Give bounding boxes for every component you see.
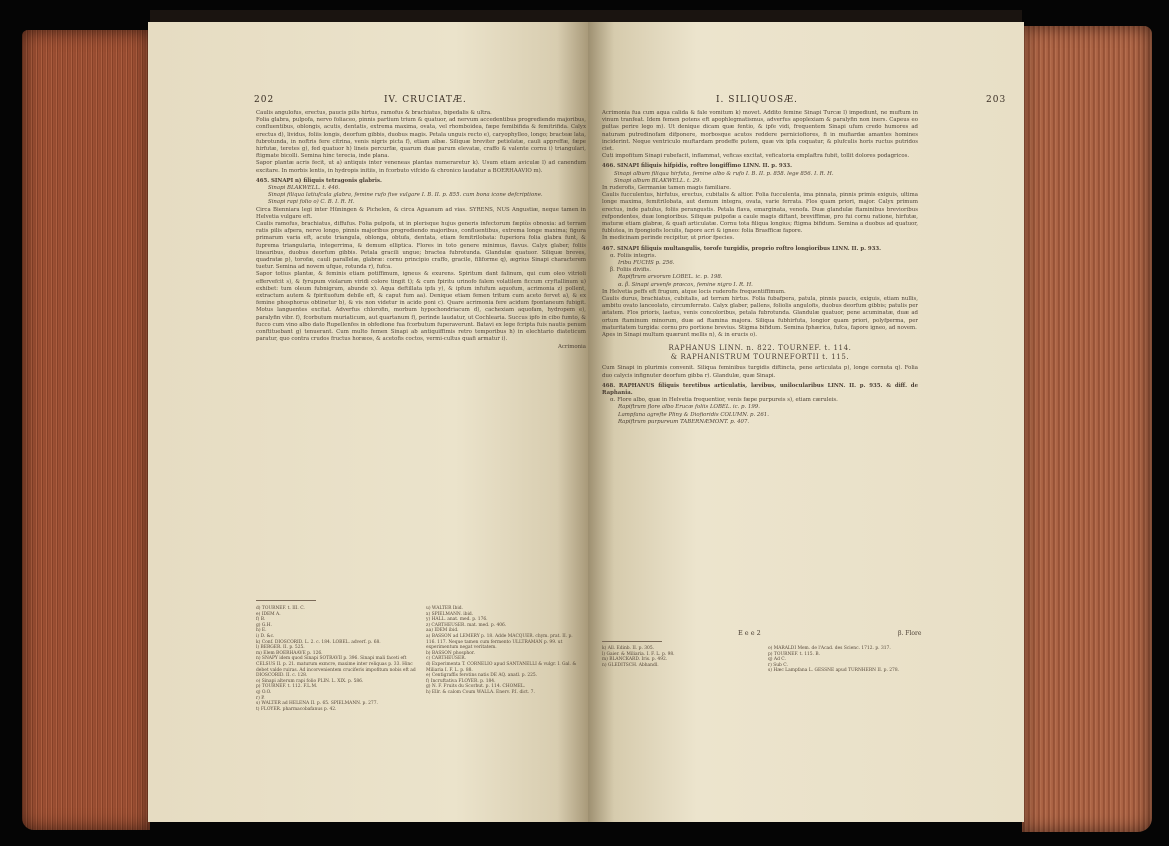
footnote: e) IDEM A.	[256, 611, 281, 617]
footnote: d) TOURNEF. t. III. C.	[256, 606, 305, 611]
right-page	[588, 22, 1024, 822]
catchword: β. Flore	[898, 630, 922, 637]
footnote: q) Ad C.	[768, 657, 786, 663]
paragraph: Cum Sinapi in plurimis convenit. Siliqua feminibus turgidis diftincta, pene articulata p), longe cornuta q). Folia duo calycis infignuter deorfum gibba r). Glandulæ, quæ Sinapi.	[602, 365, 918, 379]
footnotes-right-col2	[768, 646, 920, 674]
paragraph: Caulis fucculentus, hirfutus, erectus, cubitalis & altior. Folia fucculenta, ima pinnata, pinnis primis exiguis, ultima longe maxima, femitrilobata, aut demum integra, ovata, varie ferrata. Flos quam priori, major. Calyx primum erectus, inde patulus, foliis perangustis. Petala flava, emarginata, venofa. Duæ glandulæ ftaminibus brevioribus refpondentes, duæ longioribus. Siliquæ pulpofæ a caule magis diftant, breviffimæ, pro fui cornu ratione, hirfutæ, maturæ etiam glabræ, & quafi articulatæ. Cornu tota filiqua longius; ftigma bifidum. Semina a duobus ad quatuor, fublutea, in fpongiofis loculis, fapore acri & igneo: folia Brasfficæ fapore.	[602, 192, 918, 235]
footnote: c) CARTHEUSER.	[426, 656, 466, 662]
footnote: aa) IDEM ibid.	[426, 628, 459, 634]
footnote-rule	[256, 600, 316, 601]
synonym: Rapiftrum flore albo Erucæ foliis LOBEL. ic. p. 199.	[618, 404, 760, 411]
paragraph: In medicinam perinde recipitur, ut prior fpecies.	[602, 235, 735, 242]
footnotes-left-col1	[256, 606, 416, 712]
paragraph: Caulis ramofus, brachiatus, diffufus. Folia pulpofa, ut in plerisque hujus generis infectorum fæpiùs obnoxia: ad terram ratis pilis afpera, nervo longo, pinnis majoribus progrediendo majoribus, confluentibus, extrema longe maxima; figura primarum varia eft, acute triangula, oblonga, obtufa, dentata, etiam femitrilobata: fuperiora folia glabra funt, & fuprema triangularia, integerrima, & demum elliptica. Flores in toto genere minimus, flavus. Calyx glaber, foliis linearibus, duobus deorfum gibbis. Petala gracili ungue; bractea fubrotunda. Glandulæ quatuor. Siliquæ breves, quadratæ p), torofæ, cauli parallelæ, glabræ: cornu principio craffo, gracile, filiforme q), ægrius Sinapi characterem tuetur. Semina ad novem ufque, rotunda r), fufca.	[256, 221, 586, 271]
footnote: x) SPIELMANN. ibid.	[426, 611, 474, 617]
running-head-right: I. SILIQUOSÆ.	[716, 95, 798, 105]
synonym: Iribu FUCHS p. 256.	[618, 260, 675, 267]
signature: E e e 2	[738, 629, 761, 637]
footnote: p) TOURNEF. t. 115. B.	[768, 651, 821, 657]
footnote: r) Sub C.	[768, 662, 788, 668]
footnote: m) Elem BOERHAAVE p. 126.	[256, 650, 323, 656]
footnote: t) FLOYER. pharmacobafanus p. 42.	[256, 706, 337, 712]
synonym: Rapiftrum arvorum LOBEL. ic. p. 198.	[618, 274, 723, 281]
paragraph: In ruderofis, Germaniæ tamen magis familiare.	[602, 185, 732, 192]
footnote: g) G.H.	[256, 622, 272, 628]
footnote: o) MARALDI Mem. de l'Acad. des Scienc. 1712. p. 317.	[768, 646, 891, 651]
right-body	[602, 110, 918, 426]
footnote: y) HALL. anat. med. p. 176.	[426, 617, 488, 623]
footnote: k) All. Edinb. II. p. 305.	[602, 646, 655, 651]
footnote: s) WALTER ad HELENA II. p. 65. SPIELMANN. p. 277.	[256, 701, 378, 707]
synonym: Sinapi filiqua latiufcula glabra, femine rufo five vulgare I. B. II. p. 855. cum bona icone defcriptione.	[268, 192, 543, 199]
entry-heading: 467. SINAPI filiquis multangulis, torofe turgidis, proprio roftro longioribus LINN. II. p. 933.	[602, 245, 881, 252]
footnote: n) SNAPY idem quod Sinapi SOTRAVII p. 396. Sinapi mali faceti eft CELSUS II. p. 21. maturum exmcre, maxime inter reliquas p. 33. Hinc debet valde ruiras. Ad incorvenientem cruciferis impofitum nobis eft ad DIOSCORID. II. c. 128.	[256, 656, 416, 679]
footnote-rule	[602, 641, 662, 642]
footnote: h) Ellr. & calom Coum WALLA. Enerv. P.I. dict. 7.	[426, 689, 535, 695]
footnote: l) BERGER. II. p. 525.	[256, 645, 305, 651]
footnote: h) E.	[256, 628, 267, 634]
entry-heading: 468. RAPHANUS filiquis teretibus articulatis, lævibus, unilocularibus LINN. II. p. 935. & diff. de Raphania.	[602, 382, 918, 396]
variety: β. Foliis divifis.	[610, 267, 651, 274]
synonym: α. β. Sinapi arvenfe præcox, femine nigro I. R. H.	[618, 281, 753, 288]
paragraph: Acrimonia fua cum aqua calida & fale vomitum k) movet. Addito femine Sinapi Turcæ l) impediunt, ne muftum in vinum tranfeat. Idem femen potens eft apophlegmatismus, adverfus apoplexiam & paralyfin non iners. Capeus eo pultas perire lego m). Ut denique dicam quæ fentio, & ipfe vidi, frequentem Sinapi ufum credo humores ad naturam putredinofam difponere, morbosque acutos reddere perniciofiores, fi in mufiardæ amantes homines inciderint. Neque ventriculo muftardam prodeffe putem, quæ vix ipfa coquatur, & plufculis horis ructus putridos ciet.	[602, 110, 918, 153]
footnote: u) WALTER Ibid.	[426, 606, 463, 611]
paragraph: Caulis angulofus, erectus, paucis pilis hirtus, ramofus & brachiatus, bipedalis & ultra.	[256, 110, 492, 116]
variety: α. Foliis integris.	[610, 252, 657, 259]
footnote: q) O.O.	[256, 689, 272, 695]
footnote: f) Incruftativa FLOYER. p. 184.	[426, 678, 496, 684]
paragraph: In Helvetia peffs eft frugum, atque locis ruderofis frequentiffimum.	[602, 288, 786, 295]
paragraph: Sapor plantæ acris fecit, ut a) antiquis inter veneneas plantas numeraretur k). Usum etiam aviculæ l) ad canendum excitare. In morbis lentis, in hydropis initiis, in fcorbuto vifcido & chronico laudatur a BOERHAAVIO m).	[256, 160, 586, 174]
left-body	[256, 110, 586, 351]
footnote: z) CARTHEUSER. mat. med. p. 406.	[426, 622, 507, 628]
right-page-edges	[1022, 26, 1152, 832]
paragraph: Circa Bienniara legi inter Hüningen & Pichelen, & circa Aguanum ad vias. SYRENS, NUS Angustiæ, neque tamen in Helvetia vulgare eft.	[256, 206, 586, 220]
footnote: s) Hæc Lampfana L. GESSNE apud TURNHERN II. p. 278.	[768, 668, 900, 674]
footnote: a) BASSON ad LEMERY p. 18. Adde MACQUER. chym. prat. II. p. 116. 117. Neque tamen cum fermento ULLTRAMAN p. 99. ut experimentum negat veritatem.	[426, 633, 573, 651]
synonym: Sinapi rapi folio o) C. B. I. R. H.	[268, 199, 355, 206]
footnote: f) B.	[256, 617, 266, 623]
footnote: n) GLEDITSCH. Abhandl.	[602, 662, 659, 668]
synonym: Sinapi album BLAKWELL. t. 29.	[614, 177, 702, 184]
footnote: b) BASSON phosphor.	[426, 650, 475, 656]
paragraph: Caulis durus, brachiatus, cubitalis, ad terram hirtus. Folia fubafpera, patula, pinnis paucis, exiguis, etiam nullis, ambitu ovato lanceolato, circumferrato. Calyx glaber, pallens, foliolis angulofis, duobus deorfum gibbis; patulis per ætatem. Flos prioris, laetus, venis concoloribus, petala fubrotunda. Glandulæ quatuor, pene acuminatæ, duæ ad ortum ftaminum minorum, duæ ad ftamina majora. Siliqua fubhirfuta, longior quam priori, polyfperma, per maturitatem turgida: cornu pro portione brevius. Stigma bifidum. Semina fphærica, fufca, fapore igneo, ad novem.	[602, 296, 918, 331]
footnote: g) N. F. Fruits du Scorbut. p. 114. CHOMEL.	[426, 684, 526, 690]
genus-heading: RAPHANUS LINN. n. 822. TOURNEF. t. 114.	[668, 344, 852, 353]
synonym: Sinapi album filiqua hirfuta, femine albo & rufo I. B. II. p. 858. lege 856. I. R. H.	[614, 170, 834, 177]
catchword: Acrimonia	[558, 343, 586, 350]
footnote: e) Centigraffis ferotins natis DE AQ. anatl. p. 225.	[426, 673, 538, 679]
footnote: l) Gaier. & Miliaria. I. F. L. p. 98.	[602, 651, 675, 657]
synonym: Sinapi BLAKWELL. t. 446.	[268, 185, 340, 192]
footnote: i) D. &c.	[256, 633, 275, 639]
footnotes-right-col1	[602, 646, 752, 668]
footnote: p) TOURNEF. t. 112. F.L.M.	[256, 684, 318, 690]
footnote: m) BLANCKARD. Iris. p. 492.	[602, 657, 668, 663]
variety: α. Flore albo, quæ in Helvetia frequentior, venis fæpe purpureis s), etiam cæruleis.	[610, 397, 838, 404]
footnote: d) Experimenta T. CORNELIO apud SANTANELLI & vulgr. I. Gal. & Miliaria I. F. L. p. 88.	[426, 661, 577, 673]
entry-heading: 465. SINAPI n) filiquis tetragonis glabris.	[256, 177, 382, 184]
footnotes-left-col2	[426, 606, 582, 696]
paragraph: Folia glabra, pulpofa, nervo foliaceo, pinnis partium trium & quatuor, ad nervum accedentibus progrediendo majoribus, confluentibus, oblongis, acutis, dentatis, extrema maxima, ovata, vel rhomboidea, fæpe femibifida & femitrifida. Calyx erectus d), lividus, foliis longis, deorfum gibbis, duobus magis. Petala unguis recto e), caryophylleo, longo; bracteæ lata, fubrotunda, in noftris fere citrina, venis nigris picta f), etiam albæ. Siliquæ breviter petiolatæ, cauli appreffæ, fæpe hirfutæ, teretes g), fed quatuor h) lineis percurfæ, quarum duæ parum elevatæ, craffo & valente cornu i) triangulari, ftigmate bicolli. Semina hinc terecia, inde plana.	[256, 117, 586, 160]
paragraph: Sapor totius plantæ, & feminis etiam potiffimum, igneus & exurens. Spiritum dant falinum, qui cum oleo vitrioli effervefcit s), & fyrupum violarum viridi colore tingit t); & cum fpiritu urinofo falem volatilem ficcum cryftallinum u) exhibet: tum oleum fubnigrum, abunde x). Aqua deftillata ipfa y), & ipfum infufum aquofum, acrimonia z) pollent, extractum autem & fpirituofum debile eft, & caput fum aa). Denique etiam femen tritum cum aceto fervet a), & ex femine phosphorus obtinetur b), & vis non videtur in acido poni c). Quare acrimonia fere acidum fpontaneum fubigit. Motus languentes excitat. Adverfus chlorofin, morbum hypochondriacum d), cachexiam aquofam, hydropem e), paralyfin vibr. f), fcorbutum muriaticum, aut quartanum f), perinde laudatur, ut Cochlearia. Succus ipfo in cibo fumto, & fucco cum vino albo dato Rupellenfes in obfedione fua fcorbutum fuperaverunt. Batavi ex lege fcripta fuis nautis penum conftituebant g) tenuerant. Cum multo femen Sinapi ab antiquiffimis retro temporibus h) in elechtario diateticum paratur, quo contra crudos fructus horæos, & acetofis coctos, vermi-cultus quafi armatur i).	[256, 271, 586, 343]
footnote: k) Conf. DIOSCORID. L. 2. c. 184. LOBEL. adverf. p. 68.	[256, 639, 381, 645]
paragraph: Cuti impofitum Sinapi rubefacit, inflammat, veficas excitat, veficatoria emplaftra fubit, tollit dolores podagricos.	[602, 153, 910, 160]
footnote: r) P.	[256, 695, 265, 701]
left-page	[148, 22, 588, 822]
genus-heading: & RAPHANISTRUM TOURNEFORTII t. 115.	[670, 353, 850, 362]
paragraph: Apes in Sinapi multum quærunt mellis n), & in erucis o).	[602, 332, 757, 339]
entry-heading: 466. SINAPI filiquis hifpidis, roftro longiffimo LINN. II. p. 933.	[602, 163, 792, 170]
synonym: Lampfana agrefte Pliny & Diofioridis COLUMN. p. 261.	[618, 411, 769, 418]
synonym: Rapiftrum purpureum TABERNÆMONT. p. 407.	[618, 418, 750, 425]
running-head-left: IV. CRUCIATÆ.	[384, 95, 467, 105]
page-number-left: 202	[254, 95, 275, 105]
footnote: o) Sinapi alterum rapi folio PLIN. L. XIX. p. 586.	[256, 678, 364, 684]
left-page-edges	[22, 30, 150, 830]
page-number-right: 203	[986, 95, 1007, 105]
